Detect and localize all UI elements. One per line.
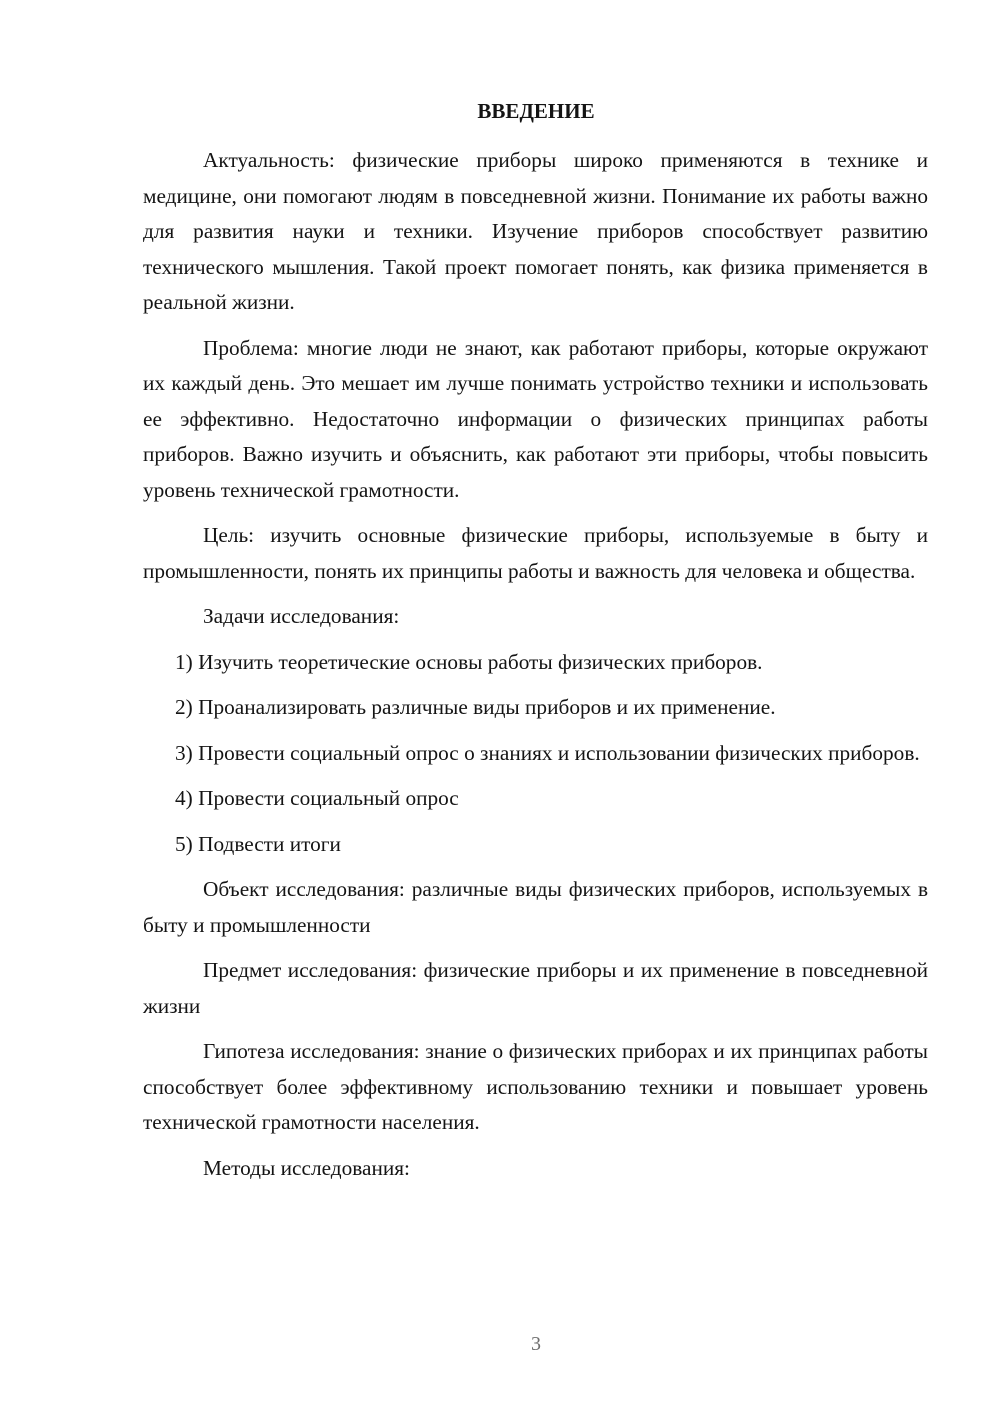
paragraph-tasks-heading: Задачи исследования: [203, 604, 400, 628]
paragraph-hypothesis: Гипотеза исследования: знание о физических приборах и их принципах работы способствует более эффективному использованию техники и повышает уровень технической грамотности населения. [143, 1039, 928, 1134]
page-title: ВВЕДЕНИЕ [477, 99, 595, 123]
paragraph-subject: Предмет исследования: физические приборы и их применение в повседневной жизни [143, 958, 928, 1018]
paragraph-object: Объект исследования: различные виды физических приборов, используемых в быту и промышленности [143, 877, 928, 937]
document-body [143, 143, 928, 1196]
paragraph-goal: Цель: изучить основные физические приборы, используемые в быту и промышленности, понять их принципы работы и важность для человека и общества. [143, 523, 928, 583]
task-item: 1) Изучить теоретические основы работы физических приборов. [175, 649, 763, 674]
paragraph-relevance: Актуальность: физические приборы широко применяются в технике и медицине, они помогают людям в повседневной жизни. Понимание их работы важно для развития науки и техники. Изучение приборов способствует развитию технического мышления. Такой проект помогает понять, как физика применяется в реальной жизни. [143, 148, 928, 314]
task-item: 4) Провести социальный опрос [175, 786, 459, 810]
paragraph-methods: Методы исследования: [203, 1155, 410, 1180]
task-item: 2) Проанализировать различные виды приборов и их применение. [175, 695, 776, 719]
page-number: 3 [531, 1333, 541, 1355]
task-item: 5) Подвести итоги [175, 831, 341, 856]
paragraph-problem: Проблема: многие люди не знают, как работают приборы, которые окружают их каждый день. Это мешает им лучше понимать устройство техники и использовать ее эффективно. Недостаточно информации о физических принципах работы приборов. Важно изучить и объяснить, как работают эти приборы, чтобы повысить уровень технической грамотности. [143, 335, 928, 502]
task-item: 3) Провести социальный опрос о знаниях и использовании физических приборов. [175, 740, 920, 765]
